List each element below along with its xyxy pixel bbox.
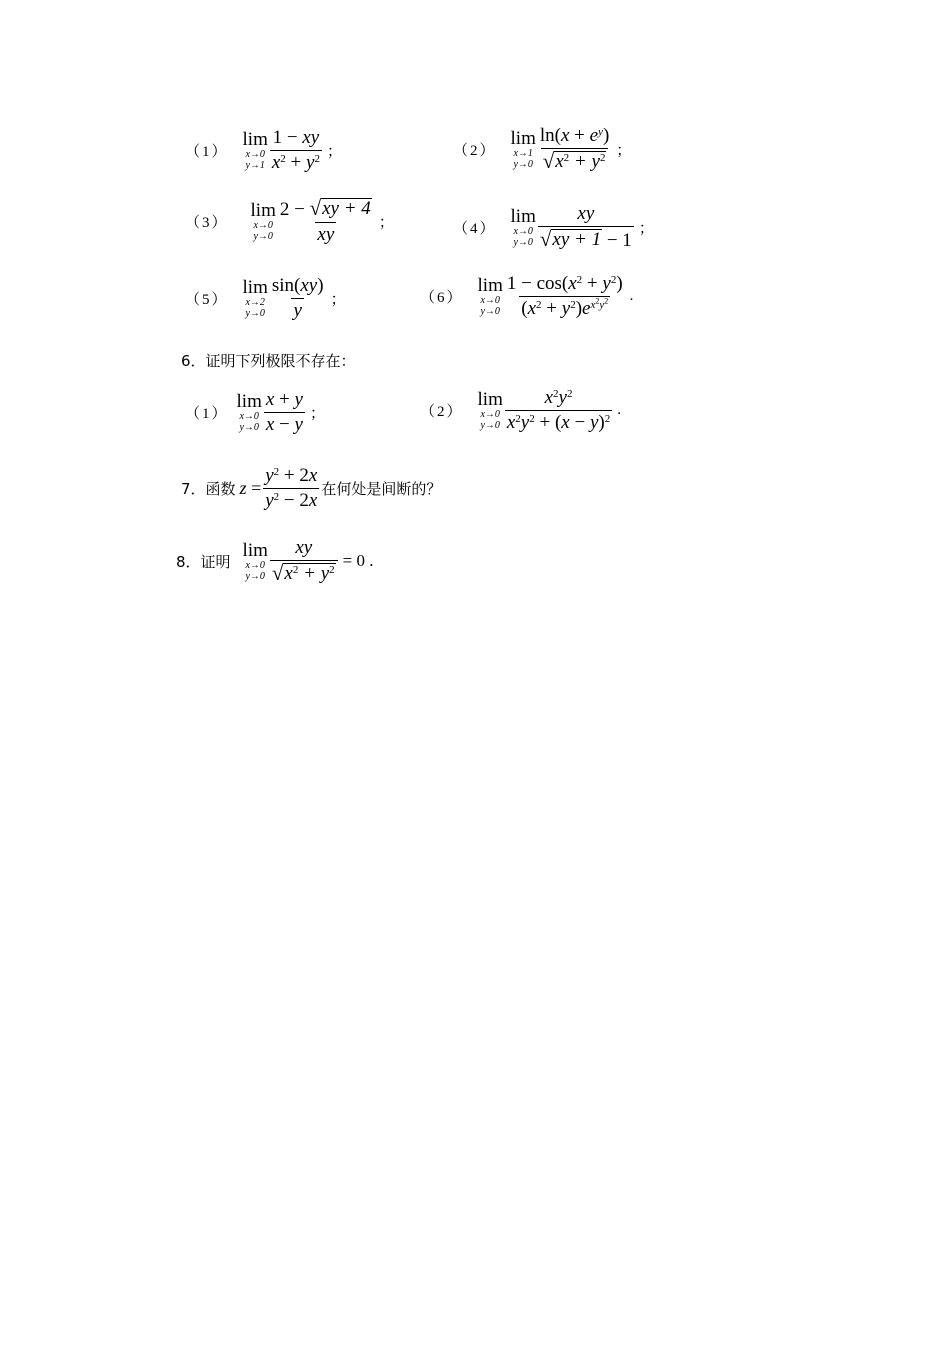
numerator: $\ln(x + e^y)$ [539,125,610,146]
denominator: xy [317,223,335,245]
limit-operator: lim x→0 y→1 [242,128,268,171]
numerator: xy [577,203,595,224]
limit-operator: lim x→0 y→0 [477,274,503,317]
item-label: （5） [185,291,229,308]
denominator: $(x^2 + y^2)e^{x^2y^2}$ [521,296,609,319]
problem-6-2: （2） lim x→0 y→0 $\frac{x^2y^2}{x^2y^2 + (x - y)^2}$ . [420,387,621,433]
numerator: 2 − √ xy + 4 [279,196,371,220]
section-6-heading: 6．证明下列极限不存在： [181,352,356,370]
fraction [278,198,374,245]
fraction [263,466,319,511]
denominator: y [293,299,302,321]
denominator: $y^2 - 2x$ [265,489,318,511]
limit-operator: lim x→2 y→0 [242,276,268,319]
fraction [264,390,305,435]
numerator: xy [295,537,313,558]
item-label: （4） [453,220,497,237]
fraction [505,274,625,319]
limit-operator: lim x→0 y→0 [236,390,262,433]
fraction [538,204,634,251]
numerator: x + y [265,389,303,410]
function-lhs: z = [239,477,262,498]
denominator: $x^2y^2 + (x - y)^2$ [506,411,611,433]
problem-5-5: （5） lim x→2 y→0 $\frac{\sin(xy)}{y}$ ； [185,275,346,321]
denominator: √ xy + 1 − 1 [539,226,632,251]
fraction [505,388,612,433]
problem-8: 8．证明 lim x→0 y→0 xy √ $x^2 + y^2$ = 0 . [176,537,374,585]
numerator: $1 - \cos(x^2 + y^2)$ [506,273,623,294]
problem-5-2: （2） lim x→1 y→0 $\ln(x + e^y)$ √ $x^2 + y^2$ ； [453,125,632,173]
limit-operator: lim x→0 y→0 [477,388,503,431]
question-text: 在何处是间断的？ [321,479,442,498]
denominator: x − y [265,413,303,435]
limit-operator: lim x→0 y→0 [250,199,276,242]
limit-operator: lim x→0 y→0 [242,539,268,582]
item-label: （1） [185,143,229,160]
numerator: $x^2y^2$ [544,387,573,408]
problem-5-1: （1） lim x→0 y→1 $\frac{1 - xy}{x^2 + y^2}$ ； [185,127,342,173]
denominator: √ $x^2 + y^2$ [270,560,338,585]
fraction [270,276,326,321]
numerator: 1 − xy [272,127,320,148]
denominator: $x^2 + y^2$ [271,151,320,173]
denominator: √ $x^2 + y^2$ [541,148,609,173]
fraction [538,126,611,173]
problem-6-1: （1） lim x→0 y→0 $\frac{x + y}{x - y}$ ； [185,389,325,435]
fraction [270,128,322,173]
item-label: 7．函数 [181,479,236,498]
numerator: sin(xy) [271,275,324,296]
problem-7 [181,466,441,511]
problem-5-4: （4） lim x→0 y→0 xy √ xy + 1 − 1 ； [453,203,654,251]
item-label: （6） [420,289,464,306]
item-label: （2） [453,142,497,159]
numerator: $y^2 + 2x$ [265,465,318,486]
item-label: （2） [420,403,464,420]
limit-operator: lim x→1 y→0 [510,127,536,170]
problem-5-3: （3） lim x→0 y→0 2 − √ xy + 4 xy ； [185,196,394,245]
limit-operator: lim x→0 y→0 [510,205,536,248]
item-label: 8．证明 [176,552,231,571]
fraction [270,538,338,585]
item-label: （1） [185,405,229,422]
item-label: （3） [185,214,229,231]
problem-5-6: （6） lim x→0 y→0 $\frac{1 - \cos(x^2 + y^2)}{(x^2 + y^2)e^{x^2y^2}}$ . [420,273,634,319]
